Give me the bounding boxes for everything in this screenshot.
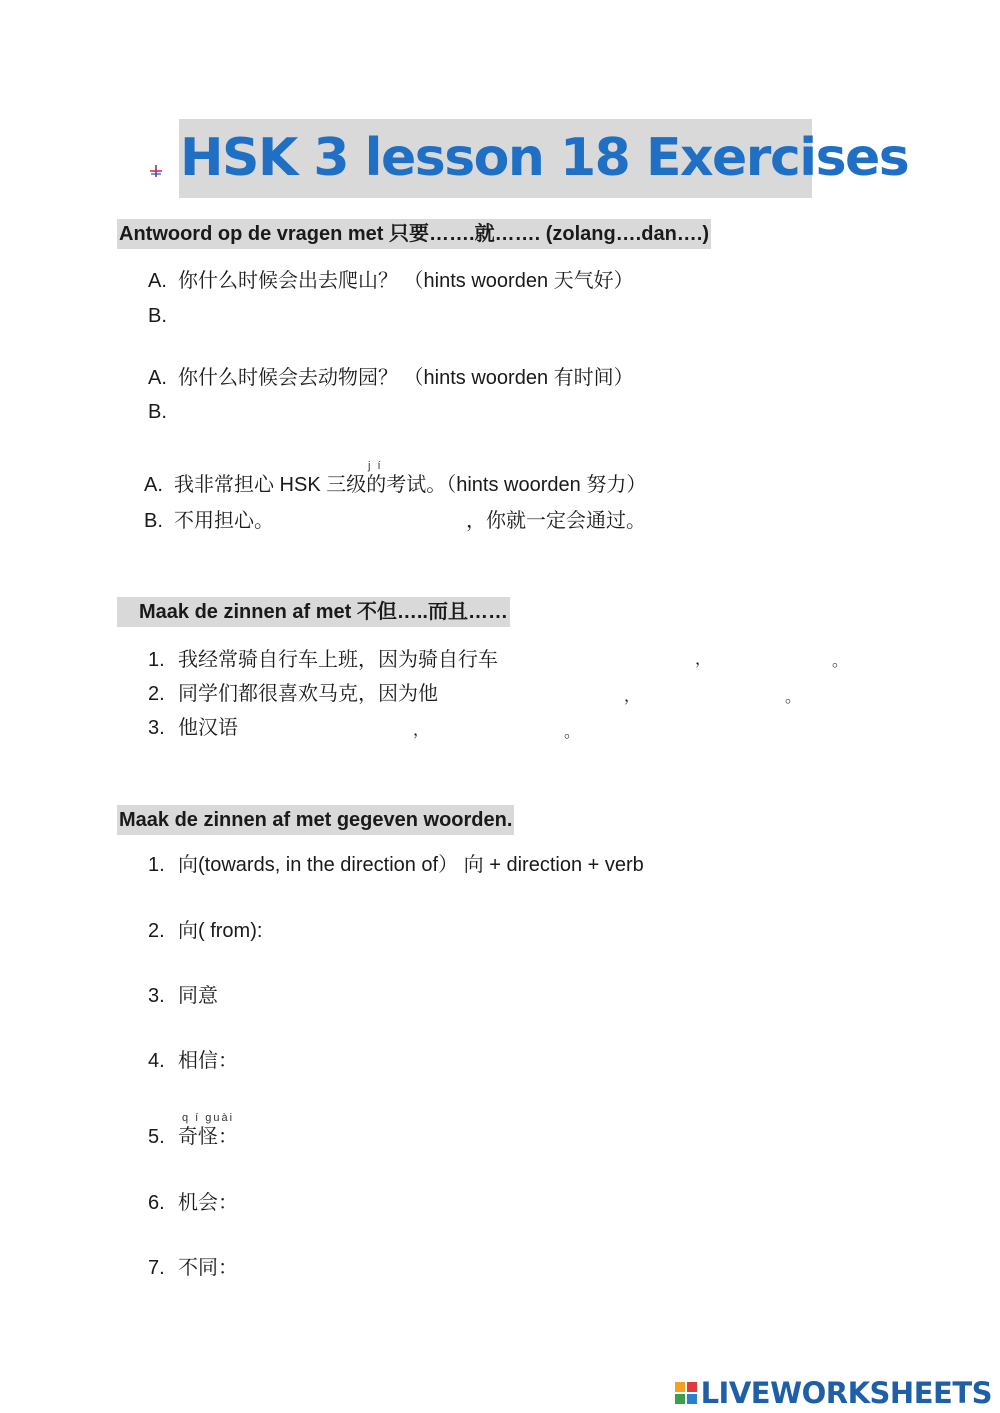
section2-heading: Maak de zinnen af met 不但…..而且……: [117, 597, 510, 627]
item-number: 5.: [148, 1126, 165, 1148]
s1-q3-question: [144, 471, 646, 499]
label-a: A.: [148, 270, 167, 292]
item-number: 6.: [148, 1192, 165, 1214]
item-number: 2.: [148, 683, 165, 705]
label-b: B.: [144, 510, 163, 532]
item-number: 3.: [148, 717, 165, 739]
s3-item-7-text: 不同：: [178, 1257, 238, 1279]
label-b: B.: [148, 305, 167, 327]
s1-q1-answer[interactable]: [148, 302, 178, 330]
s3-item-7: [148, 1254, 238, 1282]
s3-item-2: [148, 917, 262, 945]
item-number: 1.: [148, 854, 165, 876]
s3-item-4: [148, 1047, 238, 1075]
s3-item-1-text: 向(towards, in the direction of） 向 + direction + verb: [178, 854, 644, 876]
item-number: 2.: [148, 920, 165, 942]
logo-text: LIVEWORKSHEETS: [700, 1376, 992, 1410]
pinyin-qiguai: q í guài: [182, 1112, 235, 1124]
label-a: A.: [144, 474, 163, 496]
liveworksheets-logo-icon: [675, 1382, 697, 1404]
s2-item-3: [148, 714, 238, 742]
item-number: 3.: [148, 985, 165, 1007]
s2-item-2: [148, 680, 438, 708]
s1-q3-b-start: 不用担心。: [174, 510, 274, 532]
s2-item-3-end: 。: [564, 724, 581, 741]
s3-item-5-text: 奇怪：: [178, 1126, 238, 1148]
page-title: HSK 3 lesson 18 Exercises: [180, 128, 909, 188]
s3-item-2-text: 向( from):: [178, 920, 263, 942]
s2-item-1-text: 我经常骑自行车上班，因为骑自行车: [178, 649, 498, 671]
pinyin-ji: j í: [368, 460, 383, 472]
s2-item-1-end: 。: [832, 653, 849, 670]
s2-item-1: [148, 646, 498, 674]
s2-item-2-end: 。: [785, 689, 802, 706]
s1-q3-blank[interactable]: [284, 507, 464, 535]
s1-q1-question: [148, 267, 634, 295]
s3-item-4-text: 相信：: [178, 1050, 238, 1072]
s3-item-3-text: 同意: [178, 985, 218, 1007]
s2-item-2-comma: ，: [624, 688, 641, 705]
s3-item-5: [148, 1123, 238, 1151]
s3-item-1: [148, 851, 644, 879]
item-number: 4.: [148, 1050, 165, 1072]
s1-q2-answer[interactable]: [148, 398, 178, 426]
s1-q3-text: 我非常担心 HSK 三级的考试。（hints woorden 努力）: [174, 474, 647, 496]
section3-heading: Maak de zinnen af met gegeven woorden.: [117, 805, 514, 835]
s1-q3-answer-start: [144, 507, 274, 535]
s2-item-2-text: 同学们都很喜欢马克，因为他: [178, 683, 438, 705]
item-number: 1.: [148, 649, 165, 671]
liveworksheets-logo[interactable]: [675, 1374, 992, 1412]
s2-item-3-text: 他汉语: [178, 717, 238, 739]
section1-heading: Antwoord op de vragen met 只要…….就……. (zolang….dan….): [117, 219, 711, 249]
s2-item-3-comma: ，: [413, 722, 430, 739]
s3-item-6: [148, 1189, 238, 1217]
s1-q3-answer-end: ，你就一定会通过。: [466, 510, 646, 532]
s3-item-3: [148, 982, 218, 1010]
s1-q2-text: 你什么时候会去动物园？ （hints woorden 有时间）: [178, 367, 634, 389]
item-number: 7.: [148, 1257, 165, 1279]
label-b: B.: [148, 401, 167, 423]
s1-q2-question: [148, 364, 634, 392]
label-a: A.: [148, 367, 167, 389]
title-bullet-icon: [148, 163, 164, 179]
s2-item-1-comma: ，: [695, 651, 712, 668]
s1-q1-text: 你什么时候会出去爬山？ （hints woorden 天气好）: [178, 270, 634, 292]
s3-item-6-text: 机会：: [178, 1192, 238, 1214]
